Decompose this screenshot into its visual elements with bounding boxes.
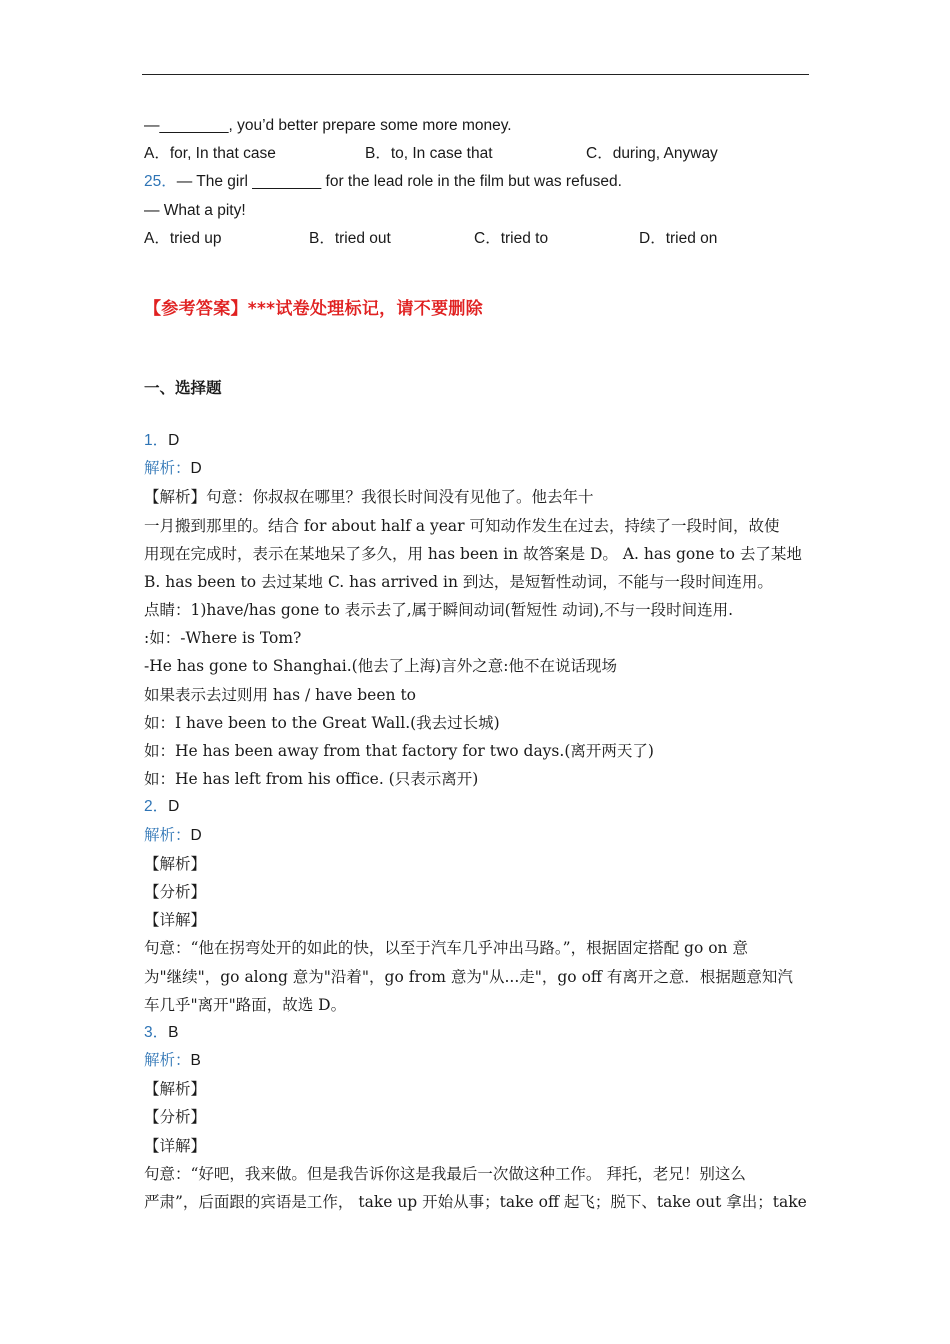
question-25-number: 25． bbox=[144, 173, 177, 191]
option-a: A．for, In that case bbox=[144, 145, 276, 163]
explanation-line: 严肃”，后面跟的宾语是工作， take up 开始从事；take off 起飞；脱下、take out 拿出；take bbox=[144, 1193, 807, 1211]
answer-key-banner: 【参考答案】***试卷处理标记，请不要删除 bbox=[144, 298, 483, 319]
explanation-line: 车几乎"离开"路面，故选 D。 bbox=[144, 995, 347, 1014]
answer-number: 3． bbox=[144, 1023, 169, 1041]
option-a: A．tried up bbox=[144, 229, 222, 247]
answer-heading bbox=[144, 1019, 810, 1047]
explanation-line: 用现在完成时，表示在某地呆了多久，用 has been in 故答案是 D。 A. has gone to 去了某地 bbox=[144, 544, 802, 563]
question-24-tail: —________, you’d better prepare some more money. bbox=[144, 117, 512, 134]
analysis-line bbox=[144, 1047, 810, 1075]
explanation-line: 如果表示去过则用 has / have been to bbox=[144, 685, 416, 704]
question-24-options bbox=[144, 140, 810, 168]
section-title: 一、选择题 bbox=[144, 378, 222, 397]
answer-2 bbox=[144, 793, 810, 1019]
question-25-stem bbox=[144, 168, 810, 196]
explanation-line: 点睛：1)have/has gone to 表示去了,属于瞬间动词(暂短性 动词),不与一段时间连用. bbox=[144, 601, 734, 620]
question-25-options bbox=[144, 225, 810, 253]
question-25-text: — The girl ________ for the lead role in the film but was refused. bbox=[176, 173, 622, 191]
answer-letter: B bbox=[168, 1023, 179, 1041]
analysis-letter: B bbox=[190, 1052, 201, 1070]
answer-number: 2． bbox=[144, 798, 169, 816]
answer-number: 1． bbox=[144, 431, 169, 449]
explanation-line: 【详解】 bbox=[144, 911, 207, 930]
analysis-line bbox=[144, 455, 810, 483]
explanation-line: 【解析】句意：你叔叔在哪里？我很长时间没有见他了。他去年十 bbox=[144, 488, 594, 507]
analysis-label: 解析： bbox=[144, 826, 191, 844]
analysis-line bbox=[144, 822, 810, 850]
explanation-line: 如：He has been away from that factory for two days.(离开两天了) bbox=[144, 742, 654, 760]
answer-letter: D bbox=[168, 798, 180, 816]
answer-letter: D bbox=[168, 431, 180, 449]
explanation-line: 如：I have been to the Great Wall.(我去过长城) bbox=[144, 713, 500, 732]
answer-1 bbox=[144, 427, 810, 793]
explanation-line: 句意：“好吧，我来做。但是我告诉你这是我最后一次做这种工作。 拜托，老兄！别这么 bbox=[144, 1164, 746, 1183]
answer-3 bbox=[144, 1019, 810, 1216]
analysis-label: 解析： bbox=[144, 460, 191, 478]
explanation-line: 如：He has left from his office. (只表示离开) bbox=[144, 770, 479, 789]
explanation-line: 【分析】 bbox=[144, 882, 207, 901]
answer-heading bbox=[144, 427, 810, 455]
explanation-line: :如：-Where is Tom? bbox=[144, 629, 302, 648]
answer-heading bbox=[144, 793, 810, 821]
explanation-line: 【解析】 bbox=[144, 1080, 207, 1099]
option-b: B．to, In case that bbox=[365, 145, 493, 163]
option-b: B．tried out bbox=[309, 229, 391, 247]
document-body bbox=[144, 112, 810, 1216]
option-c: C．during, Anyway bbox=[586, 145, 718, 163]
explanation-line: 【详解】 bbox=[144, 1136, 207, 1155]
explanation-line: B. has been to 去过某地 C. has arrived in 到达，是短暂性动词，不能与一段时间连用。 bbox=[144, 572, 773, 591]
question-25-reply: — What a pity! bbox=[144, 201, 246, 219]
option-c: C．tried to bbox=[474, 229, 549, 247]
analysis-letter: D bbox=[190, 460, 202, 478]
explanation-line: 句意：“他在拐弯处开的如此的快，以至于汽车几乎冲出马路。”，根据固定搭配 go on 意 bbox=[144, 939, 748, 958]
explanation-line: 为"继续"，go along 意为"沿着"，go from 意为"从...走"，go off 有离开之意．根据题意知汽 bbox=[144, 967, 793, 986]
explanation-line: 【分析】 bbox=[144, 1108, 207, 1127]
analysis-label: 解析： bbox=[144, 1052, 191, 1070]
analysis-letter: D bbox=[190, 826, 202, 844]
explanation-line: 【解析】 bbox=[144, 854, 207, 873]
option-d: D．tried on bbox=[639, 229, 718, 247]
explanation-line: 一月搬到那里的。结合 for about half a year 可知动作发生在过去，持续了一段时间，故使 bbox=[144, 516, 780, 535]
explanation-line: -He has gone to Shanghai.(他去了上海)言外之意:他不在说话现场 bbox=[144, 657, 617, 676]
header-rule bbox=[142, 74, 809, 75]
